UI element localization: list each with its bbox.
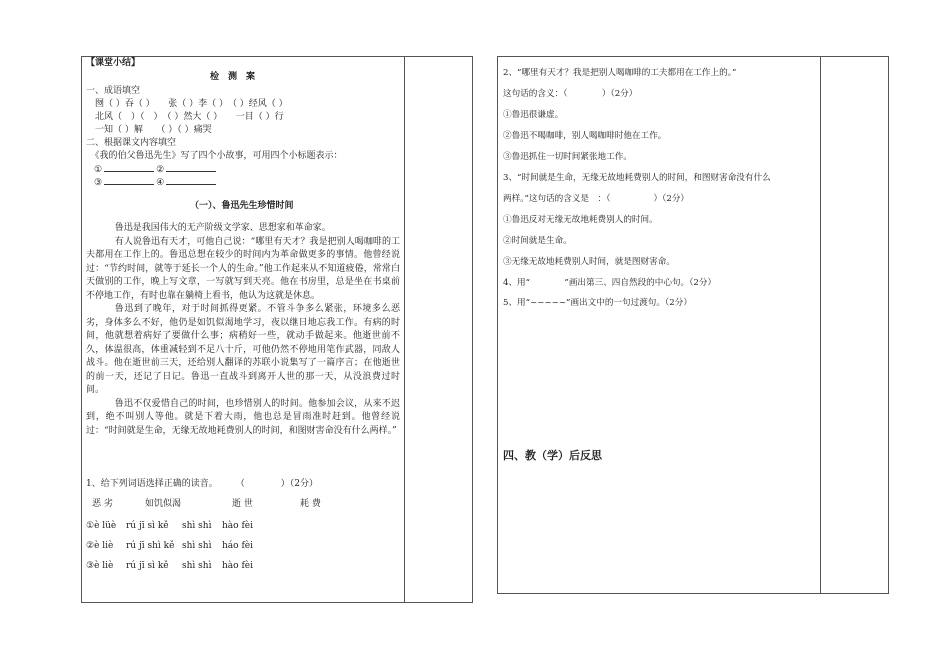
q2-prompt: 这句话的含义：（ ）（2分） bbox=[503, 89, 638, 99]
q1-word: 恶 劣 bbox=[92, 499, 113, 509]
question-3-cont: 两样。”这句话的含义是 ：（ ）（2分） bbox=[503, 194, 690, 204]
blank-label: ① bbox=[94, 165, 103, 175]
q1-option: hào fèi bbox=[222, 561, 253, 571]
answer-blank[interactable] bbox=[104, 176, 154, 185]
question-4: 4、用“ ”画出第三、四自然段的中心句。（2分） bbox=[503, 278, 717, 288]
q3-option[interactable]: ①鲁迅反对无缘无故地耗费别人的时间。 bbox=[503, 215, 658, 225]
question-5: 5、用“~~~~~”画出文中的一句过渡句。（2分） bbox=[503, 298, 692, 308]
question-2: 2、“哪里有天才？我是把别人喝咖啡的工夫都用在工作上的。” bbox=[503, 68, 737, 78]
right-worksheet-panel bbox=[497, 56, 889, 594]
q1-option: shì shì bbox=[182, 561, 212, 571]
left-worksheet-panel bbox=[81, 56, 473, 603]
left-divider bbox=[404, 57, 405, 602]
passage-paragraph: 鲁迅到了晚年，对于时间抓得更紧。不管斗争多么紧张，环境多么恶劣，身体多么不好，他仍是如饥似渴地学习，夜以继日地忘我工作。有病的时间，他就想着病好了要做什么事；病稍好一些，就动手做起来。他逝世前不久，体温很高，体重减轻到不足八十斤，可他仍然不停地用笔作武器，同敌人战斗。他在逝世前三天，还给别人翻译的苏联小说集写了一篇序言；在他逝世的前一天，还记了日记。鲁迅一直战斗到离开人世的那一天，从没浪费过时间。 bbox=[86, 304, 400, 395]
idiom-row: 一知（ ）解 （ ）（ ）痛哭 bbox=[86, 125, 212, 135]
q3-option[interactable]: ②时间就是生命。 bbox=[503, 236, 572, 246]
q2-option[interactable]: ②鲁迅不喝咖啡，别人喝咖啡时他在工作。 bbox=[503, 131, 667, 141]
passage-title: （一）、鲁迅先生珍惜时间 bbox=[190, 201, 294, 211]
passage bbox=[86, 222, 400, 438]
q2-option[interactable]: ③鲁迅抓住一切时间紧张地工作。 bbox=[503, 152, 632, 162]
blank-row bbox=[94, 163, 218, 176]
passage-paragraph: 有人说鲁迅有天才，可他自己说：“哪里有天才？我是把别人喝咖啡的工夫都用在工作上的。鲁迅总想在较少的时间内为革命做更多的事情。他曾经说过：“节约时间，就等于延长一个人的生命。”他工作起来从不知道疲倦，常常白天做别的工作，晚上写文章，一写就写到天亮。他在书房里，总是坐在书桌前不停地工作，有时也靠在躺椅上看书，他认为这就是休息。 bbox=[86, 236, 400, 301]
q1-option: shì shì bbox=[182, 521, 212, 531]
answer-blank[interactable] bbox=[166, 163, 216, 172]
idiom-row: 北风（ ）（ ） （ ）然大（ ） 一目（ ）行 bbox=[86, 112, 284, 122]
fill-section-heading: 二、根据课文内容填空 bbox=[86, 138, 177, 148]
q2-option[interactable]: ①鲁迅很谦虚。 bbox=[503, 110, 564, 120]
blank-row bbox=[94, 176, 218, 189]
question-3: 3、“时间就是生命，无缘无故地耗费别人的时间，和图财害命没有什么 bbox=[503, 173, 771, 183]
q3-option[interactable]: ③无缘无故地耗费别人时间，就是图财害命。 bbox=[503, 257, 675, 267]
q1-option: háo fèi bbox=[222, 541, 253, 551]
idiom-section-heading: 一、成语填空 bbox=[86, 86, 141, 96]
q1-option: shì shì bbox=[182, 541, 212, 551]
q1-option: rú jī sì kě bbox=[126, 561, 169, 571]
question-1: 1、给下列词语选择正确的读音。 （ ）（2分） bbox=[86, 479, 318, 489]
answer-blank[interactable] bbox=[166, 176, 216, 185]
q1-word: 耗 费 bbox=[300, 499, 321, 509]
reflection-heading: 四、教（学）后反思 bbox=[503, 449, 602, 462]
q1-word: 如饥似渴 bbox=[145, 499, 182, 509]
blank-label: ④ bbox=[156, 178, 165, 188]
q1-word: 逝 世 bbox=[232, 499, 253, 509]
passage-paragraph: 鲁迅不仅爱惜自己的时间，也珍惜别人的时间。他参加会议，从来不迟到，绝不叫别人等他。就是下着大雨，他也总是冒雨准时赶到。他曾经说过：“时间就是生命，无缘无故地耗费别人的时间，和图财害命没有什么两样。” bbox=[86, 398, 400, 436]
blank-label: ③ bbox=[94, 178, 103, 188]
q1-option[interactable]: ②è liè bbox=[86, 541, 114, 551]
fill-intro: 《我的伯父鲁迅先生》写了四个小故事，可用四个小标题表示： bbox=[86, 151, 343, 161]
q1-option[interactable]: ③è liè bbox=[86, 561, 114, 571]
q1-option: rú jī shì kě bbox=[126, 541, 175, 551]
section-header: 【课堂小结】 bbox=[86, 58, 141, 68]
q1-option[interactable]: ①è lüè bbox=[86, 521, 117, 531]
page-title: 检 测 案 bbox=[210, 72, 256, 82]
q1-option: rú jī sì kě bbox=[126, 521, 169, 531]
right-divider bbox=[820, 57, 821, 593]
blank-label: ② bbox=[156, 165, 165, 175]
passage-paragraph: 鲁迅是我国伟大的无产阶级文学家、思想家和革命家。 bbox=[114, 223, 331, 233]
q1-option: hào fèi bbox=[222, 521, 253, 531]
idiom-row: 囫（ ）吞（ ） 张（ ）李（ ） （ ）经风（ ） bbox=[86, 99, 288, 109]
answer-blank[interactable] bbox=[104, 163, 154, 172]
